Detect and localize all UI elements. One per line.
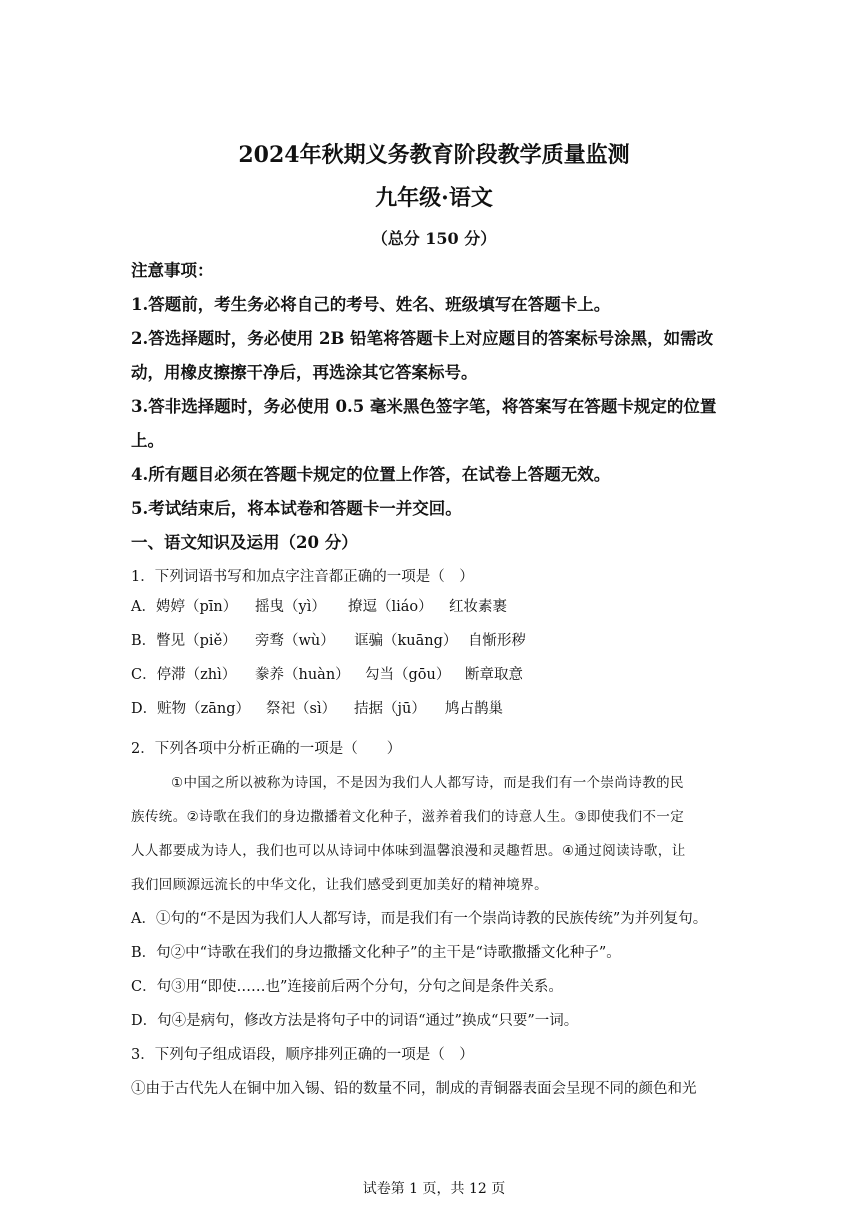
question-1-stem: 1．下列词语书写和加点字注音都正确的一项是（ ）: [131, 569, 474, 585]
q3-sentence-1: ①由于古代先人在铜中加入锡、铅的数量不同，制成的青铜器表面会呈现不同的颜色和光: [131, 1081, 697, 1097]
option-word: 旁骛（wù）: [255, 633, 335, 649]
passage-line: 人人都要成为诗人，我们也可以从诗词中体味到温馨浪漫和灵趣哲思。④通过阅读诗歌，让: [131, 843, 686, 859]
option-word: 祭祀（sì）: [266, 701, 337, 717]
option-word: 鸠占鹊巢: [445, 701, 503, 717]
page-footer: 试卷第 1 页，共 12 页: [362, 1181, 506, 1197]
notes-heading: 注意事项：: [131, 261, 214, 280]
option-word: 自惭形秽: [468, 633, 526, 649]
total-score: （总分 150 分）: [371, 229, 497, 248]
note-3-line-2: 上。: [131, 431, 164, 450]
note-1: 1.答题前，考生务必将自己的考号、姓名、班级填写在答题卡上。: [131, 295, 611, 314]
q2-option-d: D．句④是病句，修改方法是将句子中的词语“通过”换成“只要”一词。: [131, 1013, 579, 1029]
note-4: 4.所有题目必须在答题卡规定的位置上作答，在试卷上答题无效。: [131, 465, 611, 484]
option-word: A．娉婷（pīn）: [131, 599, 238, 615]
option-word: 红妆素裹: [449, 599, 507, 615]
option-word: 撩逗（liáo）: [348, 599, 433, 615]
option-word: 摇曳（yì）: [255, 599, 326, 615]
passage-line: 我们回顾源远流长的中华文化，让我们感受到更加美好的精神境界。: [131, 877, 548, 893]
option-word: C．停滞（zhì）: [131, 667, 237, 683]
exam-subtitle: 九年级·语文: [375, 185, 493, 211]
option-word: 勾当（gōu）: [365, 667, 451, 683]
q2-option-b: B．句②中“诗歌在我们的身边撒播文化种子”的主干是“诗歌撒播文化种子”。: [131, 945, 621, 961]
option-word: 诓骗（kuāng）: [354, 633, 458, 649]
option-word: B．瞥见（piě）: [131, 633, 237, 649]
q2-option-a: A．①句的“不是因为我们人人都写诗，而是我们有一个崇尚诗教的民族传统”为并列复句。: [131, 911, 708, 927]
passage-line: 族传统。②诗歌在我们的身边撒播着文化种子，滋养着我们的诗意人生。③即使我们不一定: [131, 809, 685, 825]
question-3-stem: 3．下列句子组成语段，顺序排列正确的一项是（ ）: [131, 1047, 474, 1063]
exam-title: 2024年秋期义务教育阶段教学质量监测: [238, 142, 630, 168]
option-word: 豢养（huàn）: [255, 667, 350, 683]
question-2-stem: 2．下列各项中分析正确的一项是（ ）: [131, 741, 402, 757]
note-5: 5.考试结束后，将本试卷和答题卡一并交回。: [131, 499, 462, 518]
note-2-line-2: 动，用橡皮擦擦干净后，再选涂其它答案标号。: [131, 363, 478, 382]
option-word: 拮据（jū）: [354, 701, 426, 717]
q2-option-c: C．句③用“即使……也”连接前后两个分句，分句之间是条件关系。: [131, 979, 563, 995]
passage-line: ①中国之所以被称为诗国，不是因为我们人人都写诗，而是我们有一个崇尚诗教的民: [171, 775, 684, 791]
note-2-line-1: 2.答选择题时，务必使用 2B 铅笔将答题卡上对应题目的答案标号涂黑，如需改: [131, 329, 714, 348]
note-3-line-1: 3.答非选择题时，务必使用 0.5 毫米黑色签字笔，将答案写在答题卡规定的位置: [131, 397, 717, 416]
section-1-heading: 一、语文知识及运用（20 分）: [131, 533, 358, 552]
option-word: D．赃物（zāng）: [131, 701, 251, 717]
option-word: 断章取意: [465, 667, 523, 683]
